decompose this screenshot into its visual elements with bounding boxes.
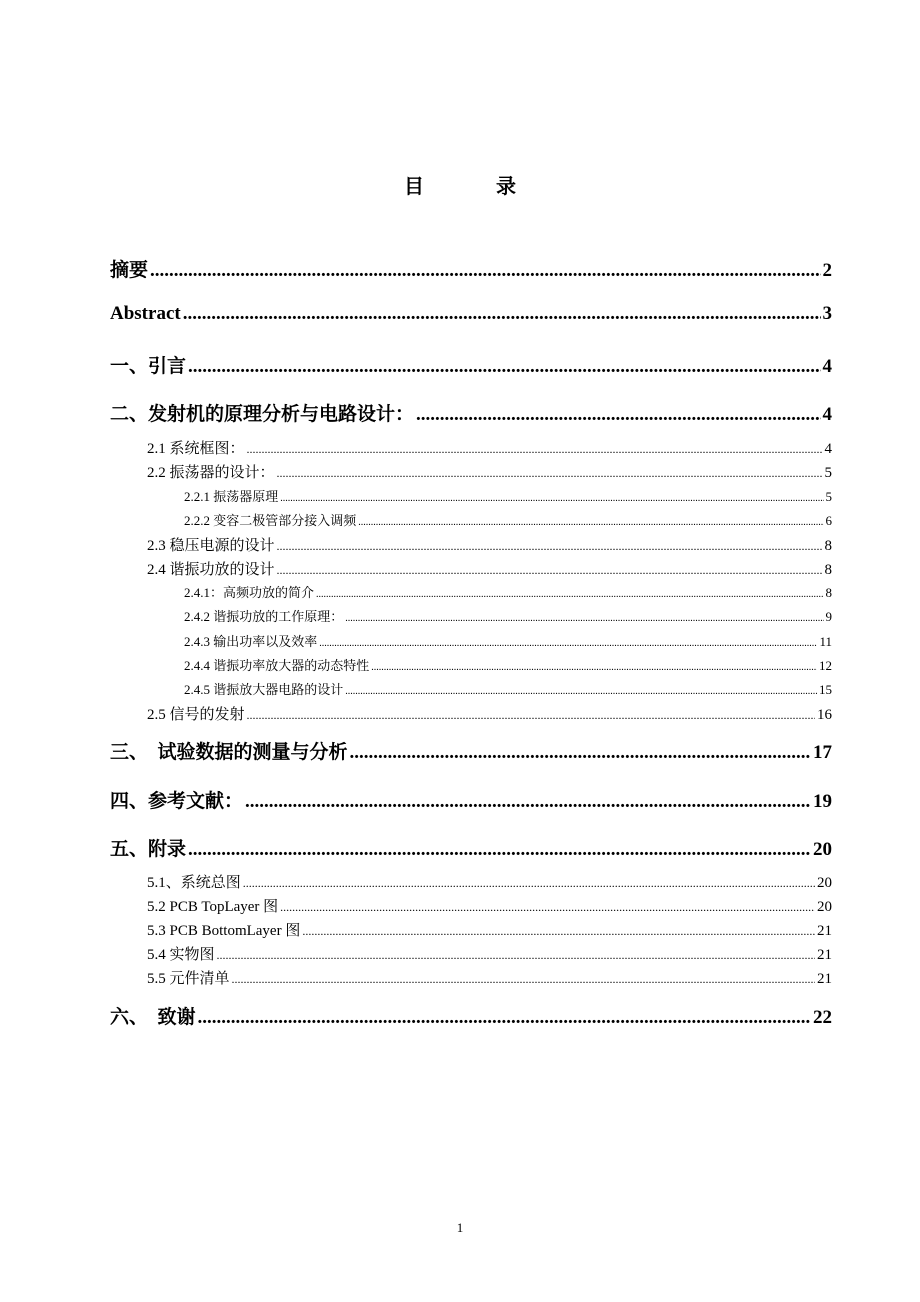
toc-entry[interactable] bbox=[147, 943, 832, 964]
toc-leader-dots bbox=[280, 900, 815, 915]
toc-entry-label: 2.4.2 谐振功放的工作原理： bbox=[184, 609, 344, 624]
toc-entry-page: 12 bbox=[819, 658, 832, 673]
page-title: 目 录 bbox=[404, 174, 542, 198]
toc-entry[interactable] bbox=[110, 255, 832, 282]
toc-entry-page: 11 bbox=[819, 634, 832, 649]
toc-leader-dots bbox=[280, 493, 823, 504]
toc-leader-dots bbox=[243, 876, 815, 891]
toc-entry[interactable] bbox=[184, 486, 832, 505]
toc-entry-page: 21 bbox=[817, 971, 832, 987]
toc-entry[interactable] bbox=[184, 606, 832, 625]
toc-leader-dots bbox=[416, 404, 820, 426]
toc-entry-page: 5 bbox=[825, 489, 832, 504]
toc-entry[interactable] bbox=[184, 631, 832, 650]
toc-leader-dots bbox=[345, 686, 817, 697]
toc-entry-label: 2.2 振荡器的设计： bbox=[147, 465, 275, 481]
toc-entry-label: 2.3 稳压电源的设计 bbox=[147, 538, 275, 554]
toc-entry-page: 20 bbox=[817, 875, 832, 891]
toc-entry-label: 2.5 信号的发射 bbox=[147, 707, 245, 723]
toc-entry-page: 8 bbox=[824, 562, 832, 578]
toc-entry-page: 5 bbox=[824, 465, 832, 481]
toc-entry[interactable] bbox=[147, 534, 832, 555]
toc-leader-dots bbox=[217, 948, 815, 963]
toc-entry-page: 3 bbox=[822, 303, 832, 324]
toc-entry[interactable] bbox=[147, 558, 832, 579]
toc-leader-dots bbox=[277, 539, 823, 554]
toc-leader-dots bbox=[188, 356, 820, 378]
toc-entry-page: 8 bbox=[825, 585, 832, 600]
toc-entry[interactable] bbox=[184, 582, 832, 601]
toc-entry[interactable] bbox=[110, 786, 832, 813]
toc-entry[interactable] bbox=[110, 737, 832, 764]
toc-entry-label: 2.4.5 谐振放大器电路的设计 bbox=[184, 682, 344, 697]
toc-entry[interactable] bbox=[110, 303, 832, 325]
toc-entry-page: 22 bbox=[813, 1007, 832, 1028]
toc-entry-page: 17 bbox=[813, 742, 832, 763]
toc-entry-label: Abstract bbox=[110, 303, 181, 324]
toc-leader-dots bbox=[183, 303, 821, 325]
toc-entry-page: 21 bbox=[817, 947, 832, 963]
toc-entry-label: 2.4 谐振功放的设计 bbox=[147, 562, 275, 578]
toc-entry[interactable] bbox=[147, 871, 832, 892]
toc-leader-dots bbox=[150, 260, 820, 282]
toc-leader-dots bbox=[371, 662, 817, 673]
toc-entry-label: 2.4.3 输出功率以及效率 bbox=[184, 634, 318, 649]
toc-entry-label: 二、发射机的原理分析与电路设计： bbox=[110, 403, 415, 425]
toc-entry[interactable] bbox=[110, 399, 832, 426]
toc-entry-label: 2.2.1 振荡器原理 bbox=[184, 489, 279, 504]
toc-leader-dots bbox=[277, 563, 823, 578]
toc-entry[interactable] bbox=[147, 437, 832, 458]
toc-leader-dots bbox=[316, 589, 823, 600]
toc-entry-label: 5.3 PCB BottomLayer 图 bbox=[147, 923, 301, 939]
toc-entry-page: 6 bbox=[825, 513, 832, 528]
toc-entry[interactable] bbox=[110, 834, 832, 861]
toc-entry[interactable] bbox=[184, 655, 832, 674]
toc-entry-label: 2.2.2 变容二极管部分接入调频 bbox=[184, 513, 357, 528]
toc-entry-label: 摘要 bbox=[110, 259, 149, 281]
toc-entry[interactable] bbox=[110, 1002, 832, 1029]
toc-entry[interactable] bbox=[147, 895, 832, 916]
toc-entry-page: 4 bbox=[822, 356, 832, 377]
toc-entry[interactable] bbox=[147, 461, 832, 482]
toc-entry-page: 4 bbox=[824, 441, 832, 457]
page-number-footer: 1 bbox=[456, 1220, 464, 1235]
toc-leader-dots bbox=[345, 613, 823, 624]
toc-leader-dots bbox=[232, 972, 815, 987]
toc-entry[interactable] bbox=[147, 919, 832, 940]
toc-entry-label: 2.1 系统框图： bbox=[147, 441, 245, 457]
toc-leader-dots bbox=[245, 791, 811, 813]
toc-entry-label: 5.5 元件清单 bbox=[147, 971, 230, 987]
toc-entry[interactable] bbox=[184, 510, 832, 529]
toc-entry-page: 20 bbox=[817, 899, 832, 915]
toc-entry-label: 5.1、系统总图 bbox=[147, 875, 241, 891]
toc-entry-label: 一、引言 bbox=[110, 355, 187, 377]
toc-entry[interactable] bbox=[147, 967, 832, 988]
toc-entry-label: 四、参考文献： bbox=[110, 790, 244, 812]
toc-entry-label: 2.4.4 谐振功率放大器的动态特性 bbox=[184, 658, 370, 673]
toc-leader-dots bbox=[198, 1007, 811, 1029]
toc-entry-label: 六、 致谢 bbox=[110, 1006, 196, 1028]
toc-entry-page: 9 bbox=[825, 609, 832, 624]
toc-entry-page: 15 bbox=[819, 682, 832, 697]
toc-entry[interactable] bbox=[110, 351, 832, 378]
toc-entry[interactable] bbox=[147, 703, 832, 724]
toc-entry-label: 三、 试验数据的测量与分析 bbox=[110, 741, 348, 763]
toc-entry-page: 19 bbox=[813, 791, 832, 812]
toc-entry-label: 5.4 实物图 bbox=[147, 947, 215, 963]
toc-leader-dots bbox=[247, 708, 815, 723]
toc-leader-dots bbox=[277, 466, 823, 481]
toc-entry-label: 5.2 PCB TopLayer 图 bbox=[147, 899, 279, 915]
toc-entry[interactable] bbox=[184, 679, 832, 698]
toc-entry-label: 五、附录 bbox=[110, 838, 187, 860]
toc-entry-label: 2.4.1：高频功放的简介 bbox=[184, 585, 315, 600]
toc-leader-dots bbox=[188, 839, 811, 861]
toc-entry-page: 16 bbox=[817, 707, 832, 723]
toc-leader-dots bbox=[302, 924, 815, 939]
toc-leader-dots bbox=[350, 742, 811, 764]
toc-leader-dots bbox=[358, 517, 823, 528]
toc-entry-page: 2 bbox=[822, 260, 832, 281]
toc-leader-dots bbox=[319, 638, 817, 649]
toc-entry-page: 8 bbox=[824, 538, 832, 554]
toc-entry-page: 21 bbox=[817, 923, 832, 939]
toc-entry-page: 20 bbox=[813, 839, 832, 860]
toc-leader-dots bbox=[247, 442, 823, 457]
toc-entry-page: 4 bbox=[822, 404, 832, 425]
